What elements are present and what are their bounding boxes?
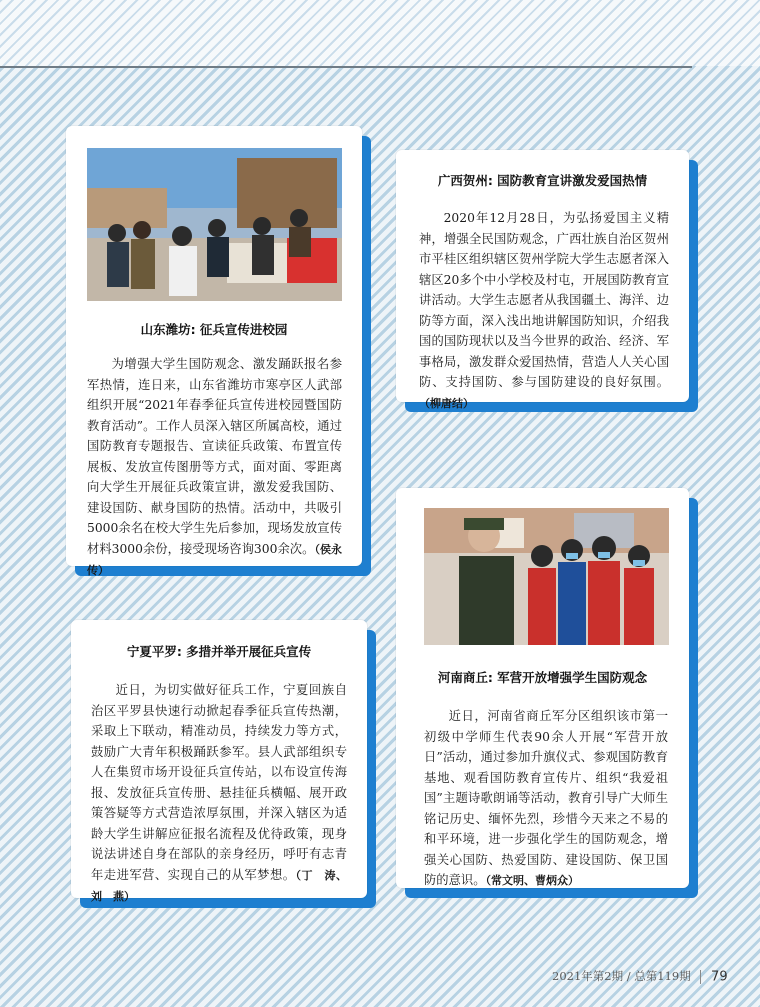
page-footer [552, 968, 728, 990]
article-title: 河南商丘: 军营开放增强学生国防观念 [437, 670, 648, 685]
article-text: 近日，为切实做好征兵工作，宁夏回族自治区平罗县快速行动掀起春季征兵宣传热潮，采取上下联动，精准动员，持续发力等方式，鼓励广大青年积极踊跃参军。县人武部组织专人在集贸市场开设征兵宣传站，以布设宣传海报、发放征兵宣传册、悬挂征兵横幅、展开政策答疑等方式营造浓厚氛围，并深入辖区为适龄大学生讲解应征报名流程及优待政策，现身说法讲述自身在部队的亲身经历，呼吁有志青年走进军营、实现自己的从军梦想。 [91, 683, 347, 882]
article-title: 宁夏平罗: 多措并举开展征兵宣传 [126, 644, 312, 659]
article-title: 山东潍坊: 征兵宣传进校园 [140, 322, 288, 337]
photo-recruitment-booth [87, 148, 342, 301]
article-text: 2020年12月28日，为弘扬爱国主义精神，增强全民国防观念，广西壮族自治区贺州市平桂区组织辖区贺州学院大学生志愿者深入辖区20多个中小学校及村屯，开展国防教育宣讲活动。大学生志愿者从我国疆土、海洋、边防等方面，深入浅出地讲解国防知识，介绍我国的国防现状以及当今世界的政治、经济、军事格局，激发群众爱国热情，营造人人关心国防、支持国防、参与国防建设的良好氛围。 [419, 211, 669, 389]
article-text: 近日，河南省商丘军分区组织该市第一初级中学师生代表90余人开展“军营开放日”活动，通过参加升旗仪式、参观国防教育基地、观看国防教育宣传片、组织“我爱祖国”主题诗歌朗诵等活动，教育引导广大师生铭记历史、缅怀先烈，珍惜今天来之不易的和平环境，进一步强化学生的国防观念，增强关心国防、热爱国防、建设国防、保卫国防的意识。 [424, 709, 668, 887]
article-card-hezhou [396, 150, 689, 410]
photo-military-students [424, 508, 669, 645]
total-issue: 总第119期 [634, 969, 691, 983]
article-credit: （丁 涛、刘 燕） [91, 868, 347, 903]
article-body [87, 354, 342, 582]
article-text: 为增强大学生国防观念、激发踊跃报名参军热情，连日来，山东省潍坊市寒亭区人武部组织开展“2021年春季征兵宣传进校园暨国防教育活动”。工作人员深入辖区所属高校，通过国防教育专题报告、宣读征兵政策、布置宣传展板、发放宣传图册等方式，面对面、零距离向大学生开展征兵政策宣讲，激发爱我国防、建设国防、献身国防的热情。活动中，共吸引5000余名在校大学生先后参加，现场发放宣传材料3000余份，接受现场咨询300余次。 [87, 357, 342, 556]
article-credit: （柳唐结） [419, 396, 474, 410]
top-rule [0, 66, 692, 68]
article-credit: （常文明、曹炳众） [485, 874, 579, 887]
issue-number: 2021年第2期 [552, 969, 624, 983]
article-credit: （侯永传） [87, 542, 342, 577]
article-body [91, 680, 347, 908]
page-number: 79 [711, 969, 728, 985]
article-title: 广西贺州: 国防教育宣讲激发爱国热情 [437, 173, 648, 188]
article-body [424, 706, 668, 892]
article-card-weifang [66, 126, 362, 577]
article-card-pingluo [71, 620, 367, 903]
footer-divider [700, 970, 701, 984]
top-decorative-band [0, 0, 760, 66]
article-body [419, 208, 669, 414]
footer-slash: / [626, 969, 631, 983]
article-card-shangqiu [396, 488, 689, 888]
